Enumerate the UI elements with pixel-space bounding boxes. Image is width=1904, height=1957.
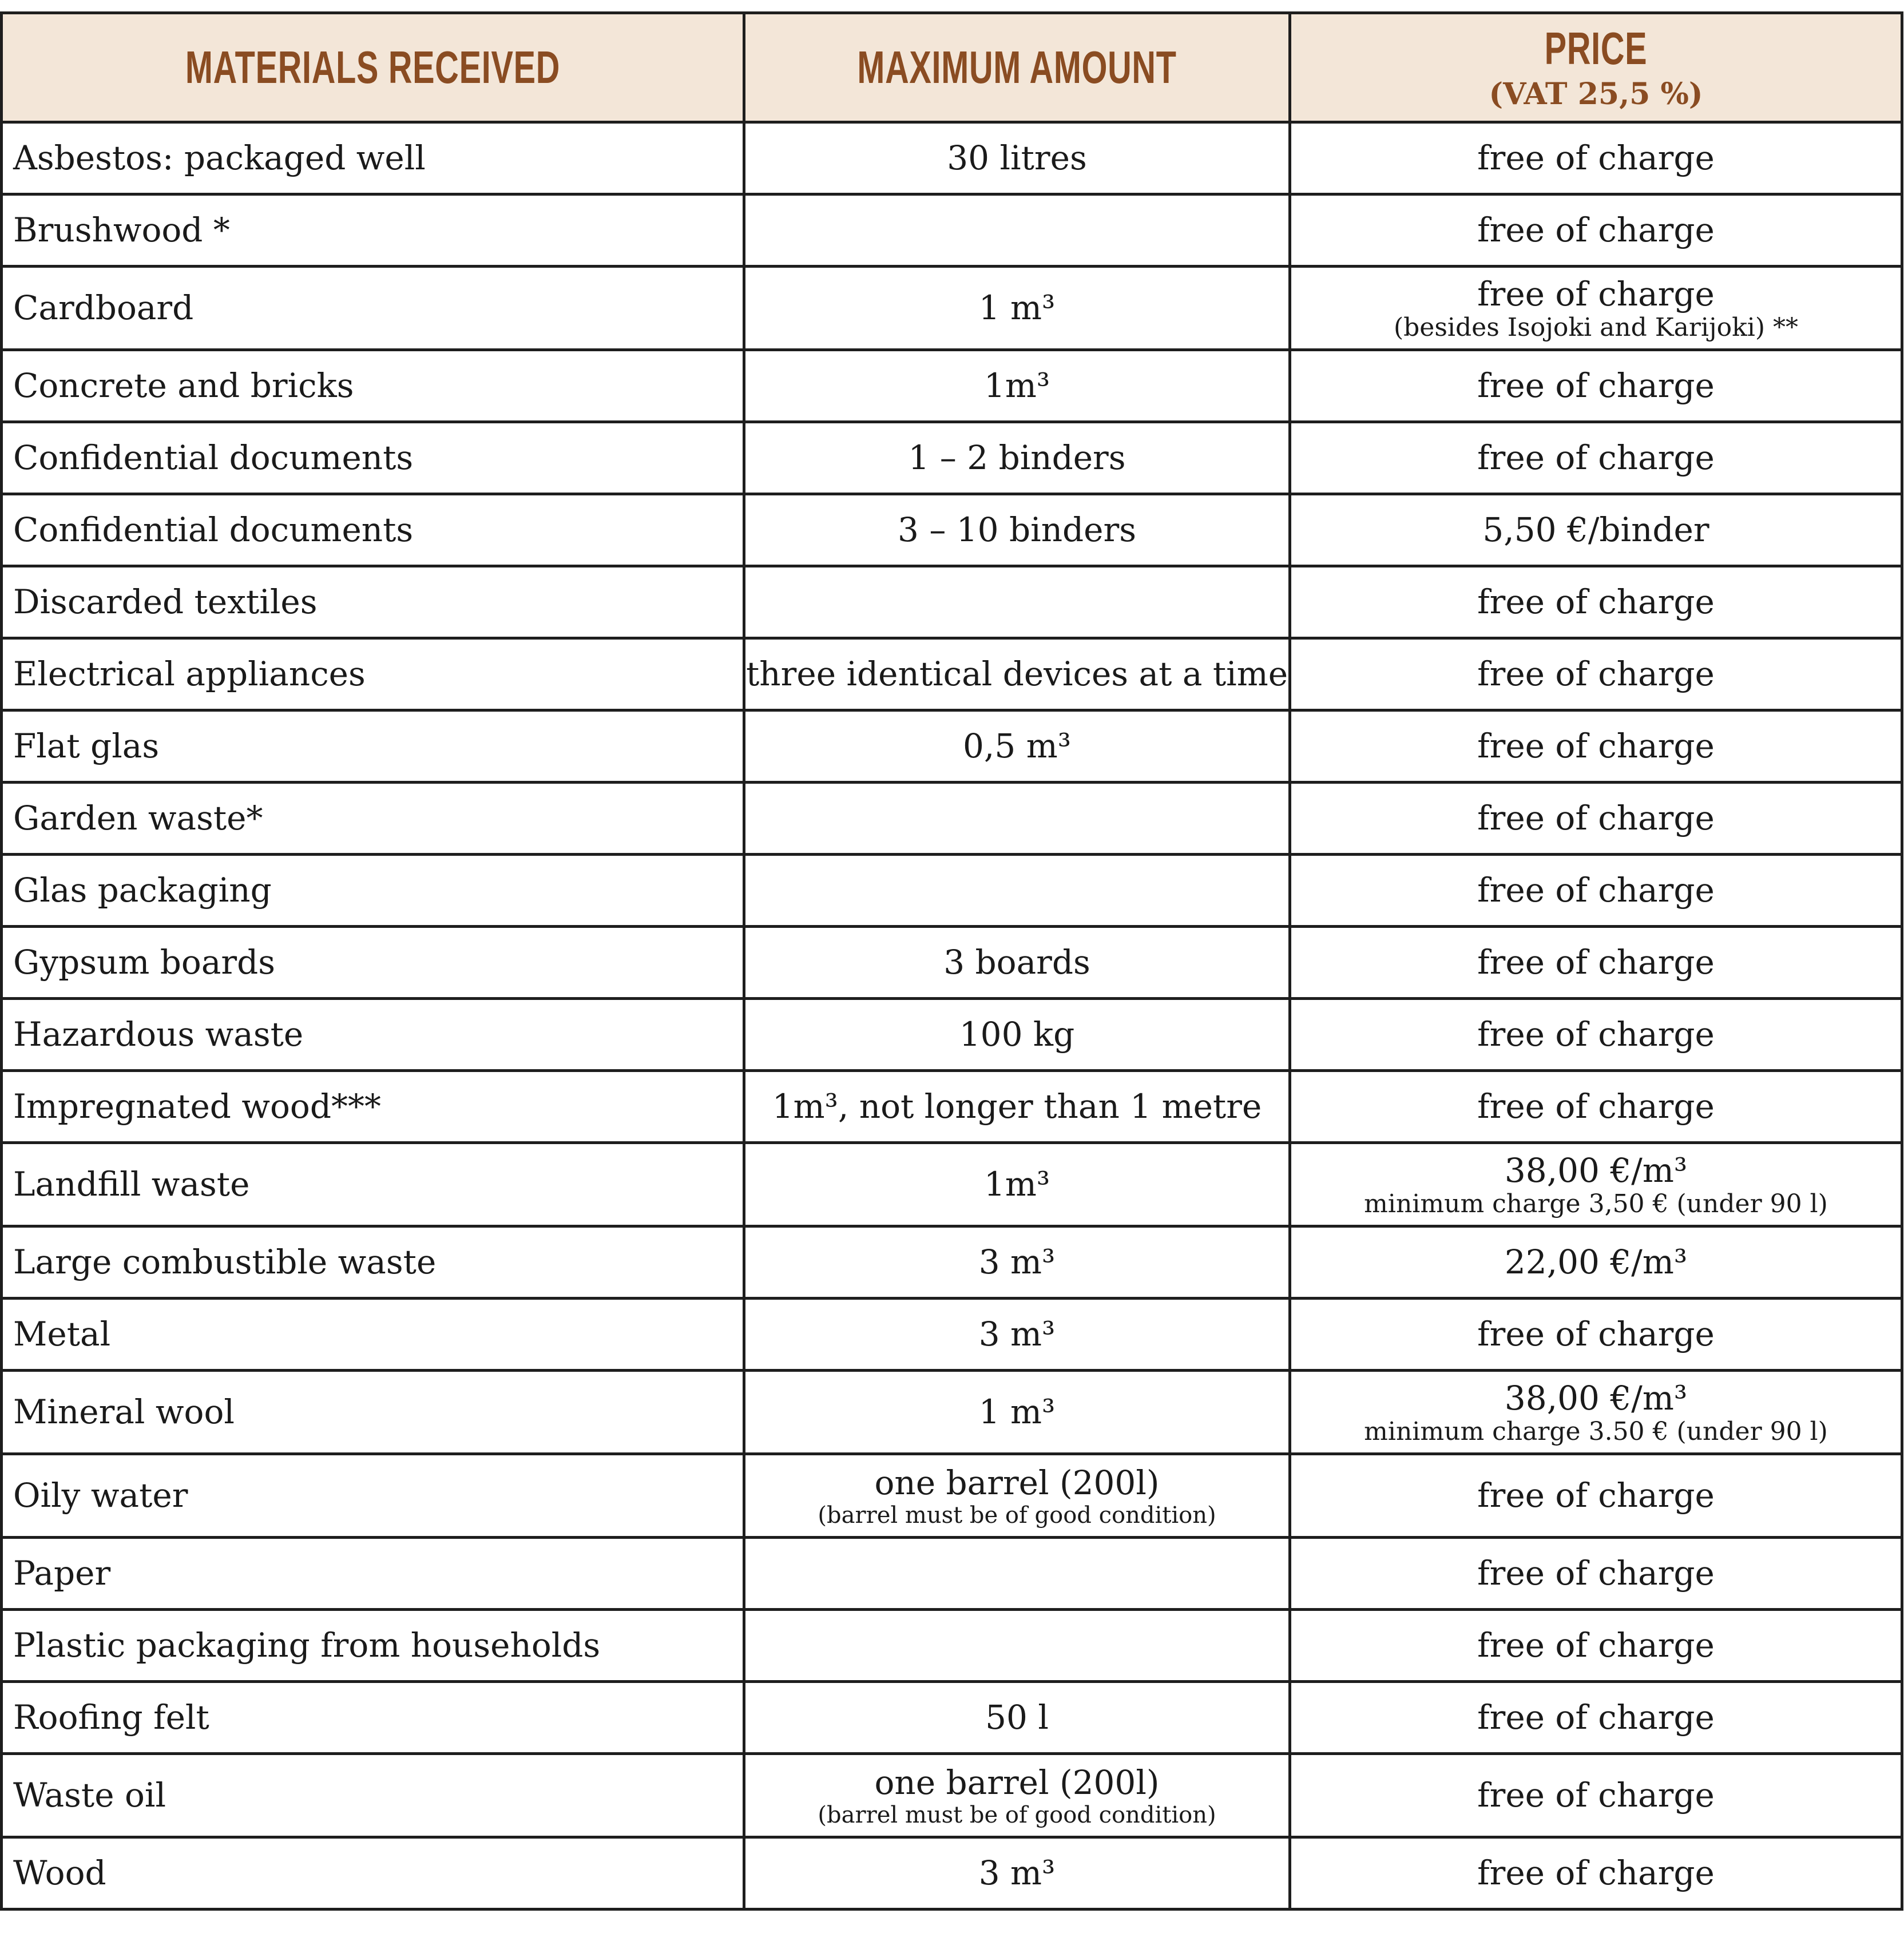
price-cell [1290, 999, 1902, 1071]
material-cell [2, 1226, 744, 1299]
material-cell [2, 494, 744, 566]
price-value: 22,00 €/m³ [1504, 1243, 1688, 1282]
material-cell [2, 710, 744, 783]
amount-cell [744, 999, 1290, 1071]
table-row [2, 1754, 1902, 1837]
table-row [2, 1538, 1902, 1610]
material-cell [2, 1538, 744, 1610]
material-cell [2, 855, 744, 927]
amount-value: three identical devices at a time [745, 654, 1288, 694]
price-cell [1290, 1837, 1902, 1910]
price-value: free of charge [1477, 1698, 1715, 1737]
header-materials-label: MATERIALS RECEIVED [185, 42, 561, 93]
table-row [2, 350, 1902, 422]
table-row [2, 855, 1902, 927]
material-cell [2, 1299, 744, 1371]
material-cell [2, 999, 744, 1071]
amount-cell [744, 350, 1290, 422]
amount-note: (barrel must be of good condition) [818, 1801, 1216, 1828]
amount-cell [744, 1071, 1290, 1143]
price-cell [1290, 638, 1902, 710]
price-value: free of charge [1477, 138, 1715, 178]
price-value: free of charge [1477, 1015, 1715, 1054]
amount-cell [744, 494, 1290, 566]
material-name: Paper [13, 1554, 111, 1593]
price-value: free of charge [1477, 1776, 1715, 1815]
table-row [2, 710, 1902, 783]
amount-cell [744, 855, 1290, 927]
amount-cell [744, 267, 1290, 350]
amount-cell [744, 422, 1290, 494]
table-row [2, 1143, 1902, 1226]
price-cell [1290, 122, 1902, 194]
materials-price-table [0, 11, 1903, 1911]
amount-cell [744, 638, 1290, 710]
table-row [2, 1837, 1902, 1910]
amount-cell [744, 1538, 1290, 1610]
header-price [1290, 13, 1902, 122]
header-materials [2, 13, 744, 122]
amount-value: 0,5 m³ [963, 727, 1071, 766]
amount-cell [744, 194, 1290, 267]
material-cell [2, 1754, 744, 1837]
table-row [2, 194, 1902, 267]
material-name: Garden waste* [13, 799, 263, 838]
amount-cell [744, 1454, 1290, 1538]
price-cell [1290, 1538, 1902, 1610]
amount-cell [744, 1299, 1290, 1371]
price-cell [1290, 1610, 1902, 1682]
amount-value: 1m³ [983, 1165, 1050, 1204]
amount-cell [744, 1682, 1290, 1754]
material-name: Plastic packaging from households [13, 1626, 601, 1665]
amount-cell [744, 1754, 1290, 1837]
amount-value: 1 – 2 binders [908, 438, 1126, 478]
material-name: Landfill waste [13, 1165, 250, 1204]
amount-value: 1m³, not longer than 1 metre [772, 1087, 1262, 1126]
material-name: Glas packaging [13, 871, 272, 910]
amount-cell [744, 1610, 1290, 1682]
amount-cell [744, 1371, 1290, 1454]
material-name: Cardboard [13, 288, 194, 328]
table-row [2, 267, 1902, 350]
table-row [2, 999, 1902, 1071]
price-note: minimum charge 3,50 € (under 90 l) [1364, 1189, 1828, 1218]
material-cell [2, 1682, 744, 1754]
amount-value: 3 m³ [978, 1243, 1056, 1282]
amount-cell [744, 1143, 1290, 1226]
price-cell [1290, 1143, 1902, 1226]
amount-cell [744, 710, 1290, 783]
price-cell [1290, 566, 1902, 638]
material-cell [2, 267, 744, 350]
price-value: 5,50 €/binder [1482, 510, 1709, 550]
amount-cell [744, 566, 1290, 638]
amount-value: one barrel (200l) [874, 1763, 1160, 1803]
amount-cell [744, 1837, 1290, 1910]
amount-cell [744, 783, 1290, 855]
table-row [2, 1454, 1902, 1538]
table-row [2, 494, 1902, 566]
price-cell [1290, 422, 1902, 494]
price-cell [1290, 1226, 1902, 1299]
price-cell [1290, 1454, 1902, 1538]
price-value: free of charge [1477, 438, 1715, 478]
header-amount-label: MAXIMUM AMOUNT [857, 42, 1177, 93]
amount-value: 3 m³ [978, 1853, 1056, 1893]
price-cell [1290, 1754, 1902, 1837]
price-cell [1290, 710, 1902, 783]
material-name: Flat glas [13, 727, 160, 766]
material-name: Wood [13, 1853, 106, 1893]
material-cell [2, 1454, 744, 1538]
price-value: free of charge [1477, 727, 1715, 766]
price-value: 38,00 €/m³ [1504, 1151, 1688, 1190]
material-cell [2, 350, 744, 422]
table-header [2, 13, 1902, 122]
table-row [2, 1682, 1902, 1754]
header-amount [744, 13, 1290, 122]
price-cell [1290, 1299, 1902, 1371]
price-table-container [0, 11, 1901, 1911]
material-name: Discarded textiles [13, 582, 318, 622]
header-row [2, 13, 1902, 122]
material-name: Asbestos: packaged well [13, 138, 426, 178]
amount-cell [744, 122, 1290, 194]
material-cell [2, 422, 744, 494]
amount-value: 3 m³ [978, 1315, 1056, 1354]
amount-value: 100 kg [959, 1015, 1075, 1054]
material-name: Electrical appliances [13, 654, 366, 694]
material-name: Confidential documents [13, 510, 414, 550]
price-value: free of charge [1477, 1626, 1715, 1665]
material-name: Confidential documents [13, 438, 414, 478]
amount-value: 3 – 10 binders [898, 510, 1136, 550]
header-price-label: PRICE [1544, 23, 1648, 74]
material-cell [2, 1837, 744, 1910]
amount-value: 1 m³ [978, 288, 1056, 328]
material-cell [2, 122, 744, 194]
table-row [2, 927, 1902, 999]
table-row [2, 1610, 1902, 1682]
price-value: free of charge [1477, 871, 1715, 910]
material-name: Metal [13, 1315, 111, 1354]
material-name: Concrete and bricks [13, 366, 354, 406]
table-row [2, 1071, 1902, 1143]
price-value: free of charge [1477, 1853, 1715, 1893]
amount-cell [744, 927, 1290, 999]
amount-value: 3 boards [943, 943, 1090, 982]
table-row [2, 422, 1902, 494]
price-value: free of charge [1477, 943, 1715, 982]
price-value: free of charge [1477, 211, 1715, 250]
table-row [2, 1226, 1902, 1299]
price-cell [1290, 494, 1902, 566]
price-cell [1290, 350, 1902, 422]
material-cell [2, 1143, 744, 1226]
price-value: free of charge [1477, 799, 1715, 838]
table-row [2, 1371, 1902, 1454]
material-cell [2, 1071, 744, 1143]
material-cell [2, 1371, 744, 1454]
price-cell [1290, 927, 1902, 999]
amount-value: 1m³ [983, 366, 1050, 406]
price-cell [1290, 1071, 1902, 1143]
price-value: free of charge [1477, 1087, 1715, 1126]
price-cell [1290, 1371, 1902, 1454]
material-cell [2, 194, 744, 267]
material-name: Roofing felt [13, 1698, 209, 1737]
price-value: free of charge [1477, 654, 1715, 694]
header-price-vat: (VAT 25,5 %) [1489, 77, 1703, 112]
amount-value: one barrel (200l) [874, 1463, 1160, 1503]
price-cell [1290, 194, 1902, 267]
material-name: Oily water [13, 1476, 188, 1515]
price-value: free of charge [1477, 1315, 1715, 1354]
material-name: Brushwood * [13, 211, 230, 250]
table-row [2, 1299, 1902, 1371]
material-cell [2, 638, 744, 710]
amount-value: 50 l [985, 1698, 1049, 1737]
price-value: free of charge [1477, 366, 1715, 406]
material-name: Gypsum boards [13, 943, 276, 982]
material-cell [2, 1610, 744, 1682]
price-value: 38,00 €/m³ [1504, 1379, 1688, 1418]
material-cell [2, 927, 744, 999]
price-value: free of charge [1477, 275, 1715, 314]
amount-value: 1 m³ [978, 1392, 1056, 1432]
price-value: free of charge [1477, 1554, 1715, 1593]
material-name: Large combustible waste [13, 1243, 437, 1282]
material-cell [2, 783, 744, 855]
price-note: (besides Isojoki and Karijoki) ** [1393, 312, 1799, 342]
table-row [2, 566, 1902, 638]
material-name: Mineral wool [13, 1392, 235, 1432]
table-row [2, 638, 1902, 710]
table-row [2, 122, 1902, 194]
table-row [2, 783, 1902, 855]
material-name: Waste oil [13, 1776, 166, 1815]
material-cell [2, 566, 744, 638]
price-cell [1290, 855, 1902, 927]
amount-note: (barrel must be of good condition) [818, 1502, 1216, 1529]
amount-value: 30 litres [947, 138, 1087, 178]
material-name: Impregnated wood*** [13, 1087, 381, 1126]
price-cell [1290, 267, 1902, 350]
price-note: minimum charge 3.50 € (under 90 l) [1364, 1416, 1828, 1446]
amount-cell [744, 1226, 1290, 1299]
material-name: Hazardous waste [13, 1015, 304, 1054]
price-value: free of charge [1477, 582, 1715, 622]
table-body [2, 122, 1902, 1910]
price-cell [1290, 1682, 1902, 1754]
price-cell [1290, 783, 1902, 855]
price-value: free of charge [1477, 1476, 1715, 1515]
